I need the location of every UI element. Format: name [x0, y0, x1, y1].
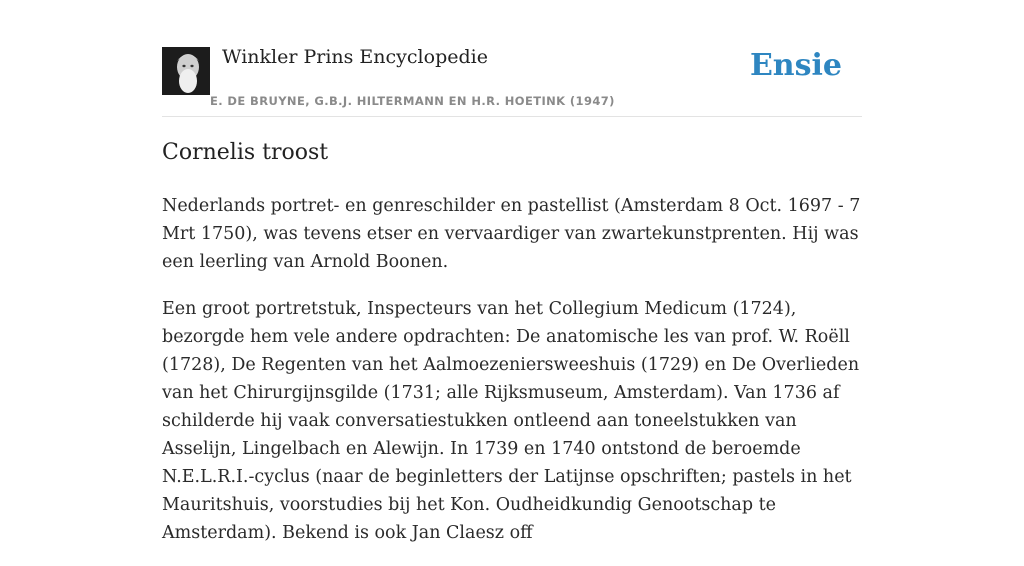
article-body — [162, 192, 862, 566]
brand-logo[interactable]: Ensie — [749, 48, 842, 83]
content-container — [162, 44, 862, 543]
article-paragraph: Een groot portretstuk, Inspecteurs van het Collegium Medicum (1724), bezorgde hem vele andere opdrachten: De anatomische les van prof. W. Roëll (1728), De Regenten van het Aalmoezeniersweeshuis (1729) en De Overlieden van het Chirurgijnsgilde (1731; alle Rijksmuseum, Amsterdam). Van 1736 af schilderde hij vaak conversatiestukken ontleend aan toneelstukken van Asselijn, Lingelbach en Alewijn. In 1739 en 1740 ontstond de beroemde N.E.L.R.I.-cyclus (naar de beginletters der Latijnse opschriften; pastels in het Mauritshuis, voorstudies bij het Kon. Oudheidkundig Genootschap te Amsterdam). Bekend is ook Jan Claesz off — [162, 299, 860, 543]
site-title-link[interactable]: Winkler Prins Encyclopedie — [222, 46, 488, 68]
article-title: Cornelis troost — [162, 140, 329, 165]
site-header — [162, 44, 862, 117]
author-portrait-icon[interactable] — [162, 47, 210, 95]
article-paragraph: Nederlands portret- en genreschilder en pastellist (Amsterdam 8 Oct. 1697 - 7 Mrt 1750), was tevens etser en vervaardiger van zwartekunstprenten. Hij was een leerling van Arnold Boonen. — [162, 196, 861, 272]
site-subtitle: E. DE BRUYNE, G.B.J. HILTERMANN EN H.R. HOETINK (1947) — [210, 94, 615, 108]
